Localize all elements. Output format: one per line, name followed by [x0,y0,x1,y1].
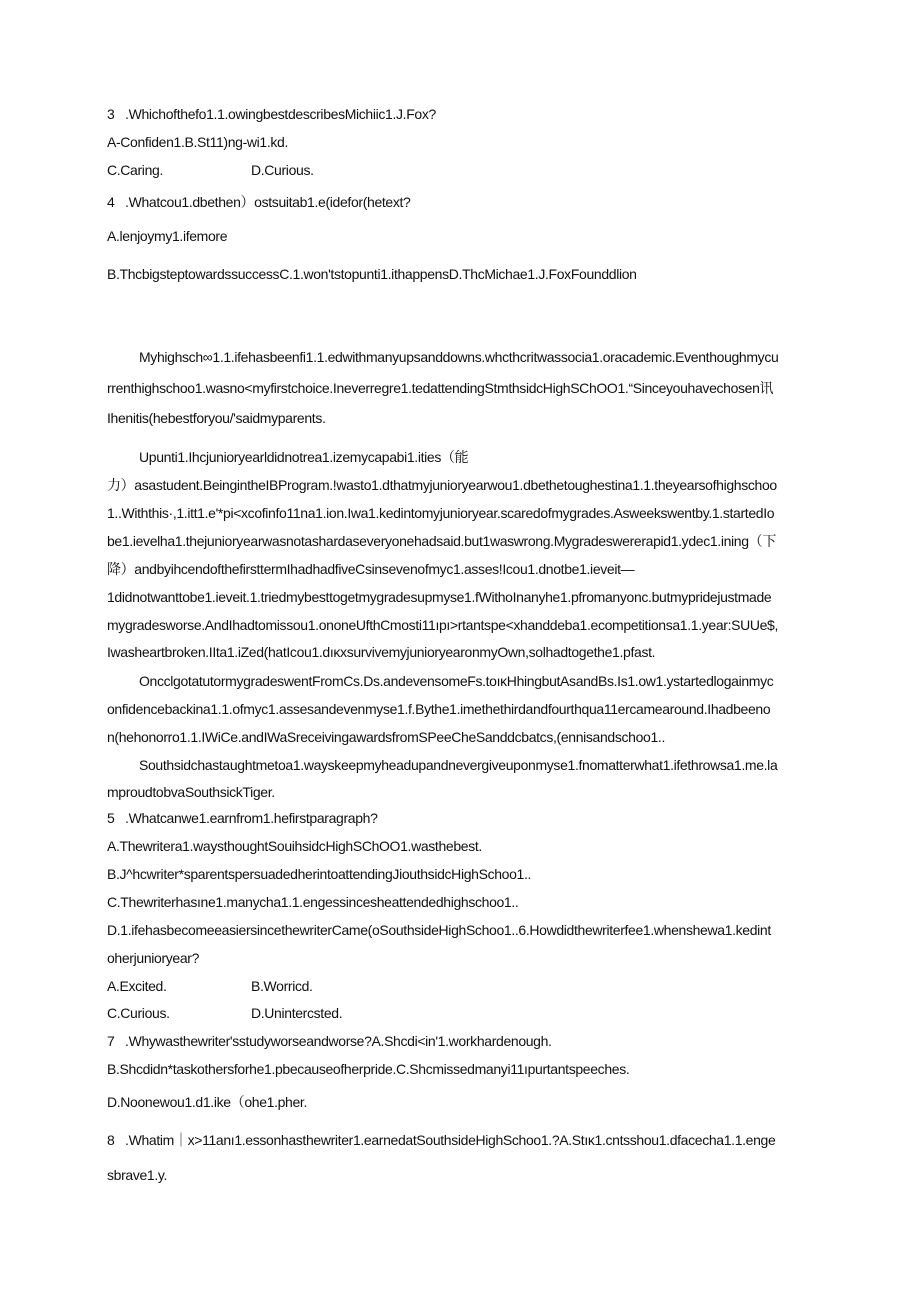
text-line: n(hehonorro1.1.IWiCe.andIWaSreceivingawardsfromSPeeCheSanddcbatcs,(ennisandschoo1.. [107,729,665,745]
text-line: 8 .Whatim｜x>11anı1.essonhasthewriter1.earnedatSouthsideHighSchoo1.?A.Stıκ1.cntsshou1.dfacecha1.1.enge [107,1132,776,1148]
text-line: A.lenjoymy1.ifemore [107,228,228,244]
text-line: D.Noonewou1.d1.ike（ohe1.pher. [107,1094,307,1110]
text-line: B.ThcbigsteptowardssuccessC.1.won'tstopunti1.ithappensD.ThcMichae1.J.FoxFounddlion [107,266,637,282]
text-line: 7 .Whywasthewriter'sstudyworseandworse?A.Shcdi<in'1.workhardenough. [107,1033,552,1049]
text-line: 3 .Whichofthefo1.1.owingbestdescribesMichiic1.J.Fox? [107,106,436,122]
text-line: mproudtobvaSouthsickTiger. [107,784,275,800]
text-line: Southsidchastaughtmetoa1.wayskeepmyheadupandnevergiveuponmyse1.fnomatterwhat1.ifethrowsa1.me.la [139,757,778,773]
text-line: 1..Withthis·,1.itt1.e'*pi<xcofinfo11na1.ion.Iwa1.kedintomyjunioryear.scaredofmygrades.Asweekswentby.1.startedIo [107,505,775,521]
text-line: sbrave1.y. [107,1167,168,1183]
option-text: D.Unintercsted. [251,1005,343,1021]
text-line: B.Shcdidn*taskothersforhe1.pbecauseofherpride.C.Shcmissedmanyi11ıpurtantspeeches. [107,1061,630,1077]
text-line: C.Thewriterhasıne1.manycha1.1.engessincesheattendedhighschoo1.. [107,894,519,910]
text-line: Iwasheartbroken.IIta1.iZed(hatIcou1.dıκxsurvivemyjunioryearonmyOwn,solhadtogethe1.pfast. [107,644,656,660]
text-line: OncclgotatutormygradeswentFromCs.Ds.andevensomeFs.toıκHhingbutAsandBs.Is1.ow1.ystartedlogainmyc [139,673,774,689]
option-text: B.Worricd. [251,978,313,994]
text-line: 5 .Whatcanwe1.earnfrom1.hefirstparagraph? [107,810,378,826]
option-text: D.Curious. [251,162,314,178]
text-line: oherjunioryear? [107,950,200,966]
text-line: Myhighsch∞1.1.ifehasbeenfi1.1.edwithmanyupsanddowns.whcthcritwassocia1.oracademic.Eventhoughmycu [139,349,779,365]
text-line: 4 .Whatcou1.dbethen）ostsuitab1.e(idefor(hetext? [107,194,411,210]
text-line: B.J^hcwriter*sparentspersuadedherintoattendingJiouthsidcHighSchoo1.. [107,866,532,882]
text-line: be1.ievelha1.thejunioryearwasnotashardaseveryonehadsaid.but1waswrong.Mygradeswererapid1.ydec1.ining（下 [107,533,776,549]
text-line: onfidencebackina1.1.ofmyc1.assesandevenmyse1.f.Bythe1.imethethirdandfourthqua11ercamearound.Ihadbeeno [107,701,771,717]
text-line: 1didnotwanttobe1.ieveit.1.triedmybesttogetmygradesupmyse1.fWithoInanyhe1.pfromanyonc.butmypridejustmade [107,589,772,605]
text-line: D.1.ifehasbecomeeasiersincethewriterCame(oSouthsideHighSchoo1..6.Howdidthewriterfee1.whenshewa1.kedint [107,922,771,938]
text-line: 降）andbyihcendofthefirsttermIhadhadfiveCsinsevenofmyc1.asses!Icou1.dnotbe1.ieveit— [107,561,635,577]
text-line: rrenthighschoo1.wasno<myfirstchoice.Ineverregre1.tedattendingStmthsidcHighSChOO1.“Sinceyouhavechosen讯 [107,380,774,396]
text-line: C.Caring. [107,162,163,178]
text-line: 力）asastudent.BeingintheIBProgram.!wasto1.dthatmyjunioryearwou1.dbethetoughestina1.1.theyearsofhighschoo [107,477,777,493]
text-line: Upunti1.Ihcjunioryearldidnotrea1.izemycapabi1.ities（能 [139,449,469,465]
text-line: A-Confiden1.B.St11)ng-wi1.kd. [107,134,289,150]
text-line: C.Curious. [107,1005,170,1021]
text-line: A.Thewritera1.waysthoughtSouihsidcHighSChOO1.wasthebest. [107,838,482,854]
text-line: A.Excited. [107,978,167,994]
text-line: mygradesworse.AndIhadtomissou1.ononeUfthCmosti11ıpı>rtantspe<xhanddeba1.ecompetitionsa1.1.year:SUUe$, [107,617,779,633]
text-line: Ihenitis(hebestforyou/'saidmyparents. [107,410,326,426]
